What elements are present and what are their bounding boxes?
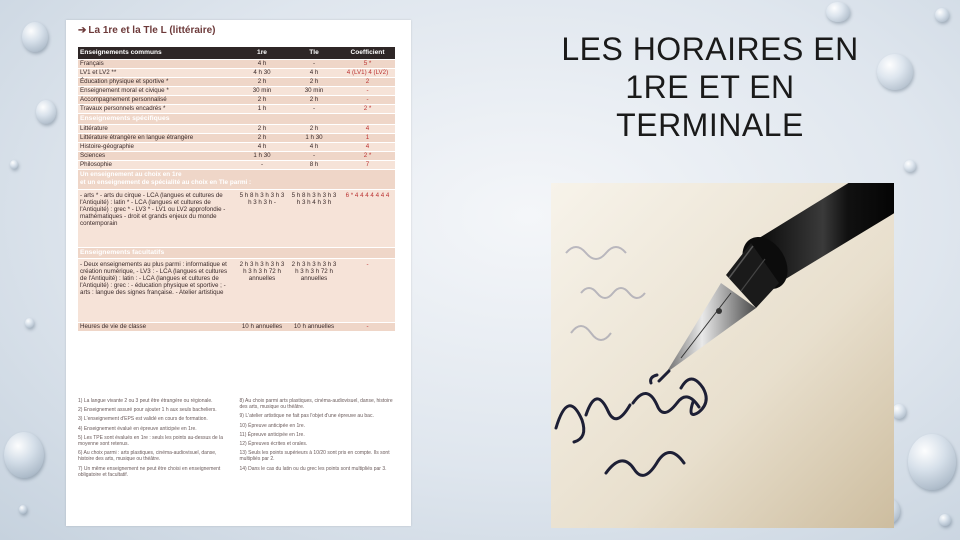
footnote: 13) Seuls les points supérieurs à 10/20 sont pris en compte. Ils sont multipliés par 2. — [239, 450, 390, 463]
hours-1re-cell: 1 h — [236, 104, 288, 113]
section-header-row — [78, 113, 395, 124]
hours-1re-cell: 4 h — [236, 142, 288, 151]
hours-table — [78, 47, 395, 332]
coefficient-cell: - — [340, 86, 395, 95]
fountain-pen-illustration — [551, 183, 894, 528]
table-row — [78, 133, 395, 142]
table-row — [78, 151, 395, 160]
subject-cell: Sciences — [78, 151, 236, 160]
hours-1re-cell: 2 h — [236, 133, 288, 142]
section-title-line: et un enseignement de spécialité au choix en Tle parmi : — [80, 179, 252, 186]
coefficient-cell: 4 (LV1) 4 (LV2) — [340, 68, 395, 77]
slide-title — [530, 30, 890, 144]
subject-cell: Littérature — [78, 124, 236, 133]
footnote: 5) Les TPE sont évalués en 1re : seuls les points au-dessus de la moyenne sont retenus. — [78, 434, 223, 448]
section-title: Enseignements spécifiques — [78, 113, 395, 124]
subject-cell: LV1 et LV2 ** — [78, 68, 236, 77]
table-row — [78, 160, 395, 169]
schedule-document — [66, 20, 411, 526]
water-drop — [36, 100, 56, 124]
table-row — [78, 86, 395, 95]
slide-title-line: 1RE ET EN — [625, 69, 795, 105]
table-header-row — [78, 47, 395, 59]
water-drop — [892, 404, 906, 419]
hours-1re-cell: 10 h annuelles — [236, 322, 288, 331]
coefficient-cell: 6 * 4 4 4 4 4 4 4 — [340, 189, 395, 247]
hours-1re-cell: 2 h — [236, 95, 288, 104]
footnote: 12) Épreuves écrites et orales. — [239, 441, 308, 448]
hours-tle-cell: 30 min — [288, 86, 340, 95]
footnote: 4) Enseignement évalué en épreuve anticipée en 1re. — [78, 425, 197, 432]
subject-cell: Littérature étrangère en langue étrangère — [78, 133, 236, 142]
hours-1re-cell: 4 h — [236, 59, 288, 68]
footnotes-left — [78, 398, 234, 481]
table-row — [78, 77, 395, 86]
footnote: 9) L'atelier artistique ne fait pas l'objet d'une épreuve au bac. — [239, 413, 374, 420]
coefficient-cell: 5 * — [340, 59, 395, 68]
coefficient-cell: - — [340, 322, 395, 331]
column-header: Tle — [288, 47, 340, 59]
subject-cell: Éducation physique et sportive * — [78, 77, 236, 86]
coefficient-cell: 2 — [340, 77, 395, 86]
subject-cell: Travaux personnels encadrés * — [78, 104, 236, 113]
table-row — [78, 68, 395, 77]
coefficient-cell: - — [340, 258, 395, 322]
water-drop — [4, 432, 44, 478]
water-drop — [939, 514, 951, 526]
water-drop — [908, 434, 956, 490]
footnote: 10) Épreuve anticipée en 1re. — [239, 422, 306, 429]
column-header: Coefficient — [340, 47, 395, 59]
footnote: 8) Au choix parmi arts plastiques, cinéma-audiovisuel, danse, histoire des arts, musique ou théâtre. — [239, 398, 393, 411]
footnote: 6) Au choix parmi : arts plastiques, cinéma-audiovisuel, danse, histoire des arts, musique ou théâtre. — [78, 450, 217, 463]
footnotes-right — [240, 398, 396, 481]
fountain-pen-photo — [551, 183, 894, 528]
hours-1re-cell: 4 h 30 — [236, 68, 288, 77]
table-row — [78, 95, 395, 104]
coefficient-cell: 4 — [340, 124, 395, 133]
hours-1re-cell: 2 h 3 h 3 h 3 h 3 h 3 h 3 h 72 h annuelles — [236, 258, 288, 322]
hours-tle-cell: 4 h — [288, 142, 340, 151]
coefficient-cell: 7 — [340, 160, 395, 169]
table-row — [78, 258, 395, 322]
hours-tle-cell: 2 h — [288, 95, 340, 104]
coefficient-cell: 2 * — [340, 151, 395, 160]
footnote: 3) L'enseignement d'EPS est validé en cours de formation. — [78, 416, 208, 423]
hours-1re-cell: 2 h — [236, 77, 288, 86]
subject-cell: - Deux enseignements au plus parmi : informatique et création numérique, - LV3 : - LCA (langues et cultures de l'Antiquité) : latin : - LCA (langues et cultures de l'Antiquité) : grec : - éducation physique et sportive ; - arts : langue des signes française. - Atelier artistique — [78, 258, 236, 322]
hours-tle-cell: 4 h — [288, 68, 340, 77]
water-drop — [22, 22, 48, 52]
coefficient-cell: 4 — [340, 142, 395, 151]
hours-tle-cell: - — [288, 104, 340, 113]
hours-tle-cell: 2 h — [288, 77, 340, 86]
water-drop — [935, 8, 949, 22]
water-drop — [826, 2, 850, 22]
hours-1re-cell: - — [236, 160, 288, 169]
section-title — [78, 169, 395, 189]
coefficient-cell: 2 * — [340, 104, 395, 113]
slide-title-line: TERMINALE — [616, 107, 804, 143]
hours-tle-cell: - — [288, 59, 340, 68]
coefficient-cell: 1 — [340, 133, 395, 142]
section-header-row — [78, 169, 395, 189]
table-row — [78, 142, 395, 151]
arrow-right-icon: ➔ — [78, 25, 87, 36]
subject-cell: Français — [78, 59, 236, 68]
hours-1re-cell: 30 min — [236, 86, 288, 95]
subject-cell: Enseignement moral et civique * — [78, 86, 236, 95]
table-row — [78, 124, 395, 133]
table-row — [78, 59, 395, 68]
hours-tle-cell: 5 h 8 h 3 h 3 h 3 h 3 h 4 h 3 h — [288, 189, 340, 247]
water-drop — [19, 505, 27, 514]
footnote: 2) Enseignement assuré pour ajouter 1 h aux seuls bacheliers. — [78, 407, 217, 414]
footnote: 11) Épreuve anticipée en 1re. — [239, 431, 305, 438]
water-drop — [25, 318, 34, 328]
section-title: Enseignements facultatifs — [78, 247, 395, 258]
section-title-line: Un enseignement au choix en 1re — [80, 171, 182, 178]
hours-tle-cell: 8 h — [288, 160, 340, 169]
table-row — [78, 104, 395, 113]
footnote: 14) Dans le cas du latin ou du grec les points sont multipliés par 3. — [239, 465, 387, 472]
table-row — [78, 322, 395, 331]
document-heading: ➔ La 1re et la Tle L (littéraire) — [78, 25, 216, 36]
coefficient-cell: - — [340, 95, 395, 104]
hours-1re-cell: 5 h 8 h 3 h 3 h 3 h 3 h 3 h - — [236, 189, 288, 247]
table-row — [78, 189, 395, 247]
hours-1re-cell: 2 h — [236, 124, 288, 133]
hours-tle-cell: 10 h annuelles — [288, 322, 340, 331]
subject-cell: Philosophie — [78, 160, 236, 169]
hours-tle-cell: 2 h 3 h 3 h 3 h 3 h 3 h 3 h 72 h annuelles — [288, 258, 340, 322]
slide-title-line: LES HORAIRES EN — [561, 31, 859, 67]
hours-tle-cell: 1 h 30 — [288, 133, 340, 142]
subject-cell: - arts * - arts du cirque - LCA (langues et cultures de l'Antiquité) : latin * - LCA (langues et cultures de l'Antiquité) : grec * - LV3 * - LV1 ou LV2 approfondie - mathématiques - droit et grands enjeux du monde contemporain — [78, 189, 236, 247]
hours-1re-cell: 1 h 30 — [236, 151, 288, 160]
footnote: 7) Un même enseignement ne peut être choisi en enseignement obligatoire et facultatif. — [78, 465, 221, 478]
column-header: Enseignements communs — [78, 47, 236, 59]
subject-cell: Accompagnement personnalisé — [78, 95, 236, 104]
hours-tle-cell: 2 h — [288, 124, 340, 133]
subject-cell: Heures de vie de classe — [78, 322, 236, 331]
water-drop — [10, 160, 18, 169]
column-header: 1re — [236, 47, 288, 59]
hours-tle-cell: - — [288, 151, 340, 160]
section-header-row — [78, 247, 395, 258]
footnote: 1) La langue vivante 2 ou 3 peut être étrangère ou régionale. — [78, 398, 213, 404]
subject-cell: Histoire-géographie — [78, 142, 236, 151]
water-drop — [904, 160, 916, 172]
footnotes — [78, 398, 395, 481]
